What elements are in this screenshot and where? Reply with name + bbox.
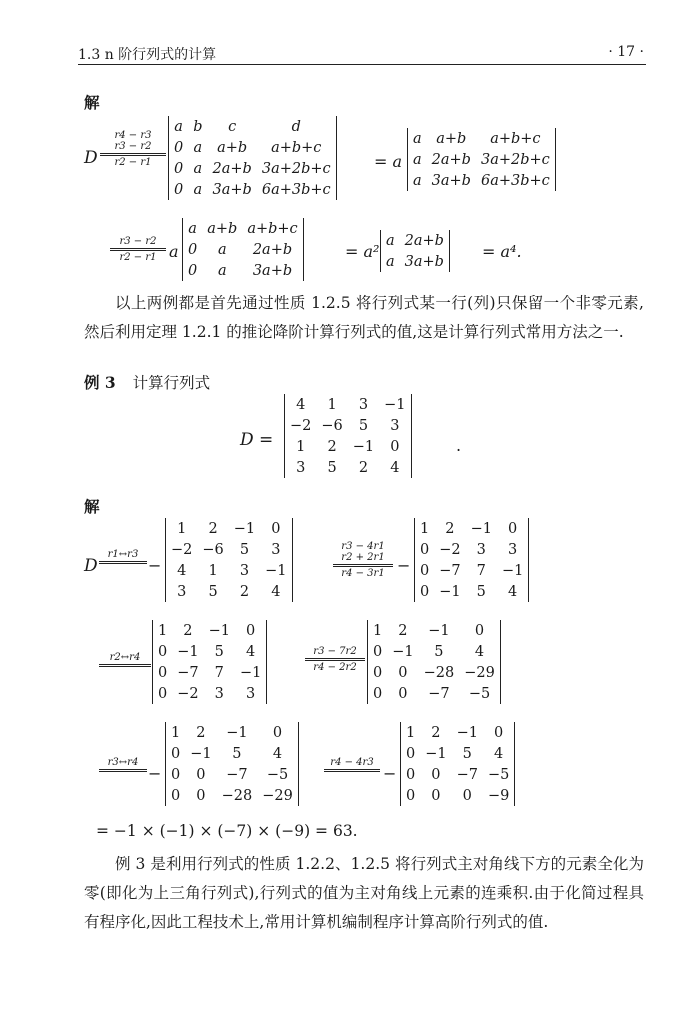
matrix-entry: 0 — [431, 766, 441, 783]
matrix-entry: 0 — [373, 664, 383, 681]
matrix-entry: 5 — [232, 745, 242, 762]
matrix-entry: 0 — [420, 541, 430, 558]
matrix-entry: a+b — [436, 130, 467, 147]
matrix-entry: 4 — [508, 583, 518, 600]
matrix-entry: −28 — [423, 664, 455, 681]
matrix-entry: −7 — [456, 766, 478, 783]
matrix-entry: 0 — [188, 262, 198, 279]
matrix-entry: 3a+b — [431, 172, 471, 189]
matrix-entry: 0 — [158, 643, 168, 660]
matrix-entry: 2 — [196, 724, 206, 741]
matrix-entry: a — [217, 262, 227, 279]
matrix-entry: 0 — [174, 181, 184, 198]
matrix-entry: −29 — [262, 787, 293, 804]
matrix-entry: 0 — [474, 622, 485, 639]
determinant — [165, 722, 299, 806]
matrix-entry: 4 — [474, 643, 485, 660]
matrix-entry: 2 — [239, 583, 250, 600]
matrix-entry: 5 — [434, 643, 444, 660]
matrix-entry: 4 — [177, 562, 187, 579]
matrix-entry: 0 — [174, 139, 184, 156]
op-label: r4 − 4r3 — [330, 757, 374, 768]
matrix-entry: −1 — [190, 745, 212, 762]
matrix-entry: 6a+3b+c — [480, 172, 550, 189]
op-label: r4 − r3 — [114, 130, 152, 141]
matrix-entry: 0 — [431, 787, 441, 804]
matrix-entry: a — [193, 139, 203, 156]
matrix-entry: 3 — [476, 541, 486, 558]
op-label: r3 − 4r1 — [341, 541, 385, 552]
minus-sign: − — [148, 764, 162, 783]
matrix-entry: 0 — [373, 685, 383, 702]
matrix-entry: d — [291, 118, 301, 135]
determinant — [152, 620, 267, 704]
matrix-entry: −1 — [384, 396, 406, 413]
matrix-entry: 3 — [271, 541, 281, 558]
matrix-entry: 0 — [390, 438, 400, 455]
row-op — [99, 757, 147, 773]
determinant — [414, 518, 529, 602]
matrix-entry: 1 — [177, 520, 187, 537]
result: = a⁴. — [482, 242, 522, 261]
matrix-entry: −7 — [226, 766, 248, 783]
matrix-entry: 0 — [272, 724, 283, 741]
determinant — [168, 116, 337, 200]
matrix-entry: 1 — [327, 396, 337, 413]
op-label: r2 + 2r1 — [341, 552, 385, 563]
det-symbol: D — [84, 148, 98, 168]
matrix-entry: 0 — [246, 622, 256, 639]
matrix-entry: 3a+b — [212, 181, 252, 198]
minus-sign: − — [383, 764, 397, 783]
matrix-entry: 1 — [171, 724, 181, 741]
matrix-entry: 3 — [296, 459, 306, 476]
matrix-entry: 3a+b — [252, 262, 293, 279]
matrix-entry: 1 — [406, 724, 416, 741]
matrix-entry: −1 — [208, 622, 230, 639]
matrix-entry: −1 — [265, 562, 287, 579]
op-label: r3 − r2 — [119, 236, 157, 247]
op-label: r4 − 3r1 — [341, 568, 385, 579]
row-ops — [333, 541, 393, 579]
op-label: r2 − r1 — [114, 157, 152, 168]
matrix-entry: −5 — [468, 685, 491, 702]
matrix-entry: a — [386, 232, 395, 249]
matrix-entry: 0 — [171, 766, 181, 783]
matrix-entry: a — [386, 253, 395, 270]
matrix-entry: 3a+b — [404, 253, 444, 270]
matrix-entry: 0 — [420, 562, 430, 579]
matrix-entry: 3a+2b+c — [480, 151, 550, 168]
matrix-entry: 5 — [239, 541, 250, 558]
matrix-entry: 0 — [406, 745, 416, 762]
matrix-entry: 0 — [420, 583, 430, 600]
matrix-entry: 5 — [214, 643, 224, 660]
matrix-entry: a+b — [207, 220, 238, 237]
matrix-entry: 2a+b — [404, 232, 444, 249]
matrix-entry: 7 — [476, 562, 486, 579]
coefficient: = a² — [345, 242, 380, 261]
matrix-entry: a — [193, 181, 203, 198]
matrix-entry: 0 — [398, 664, 408, 681]
section-title: 1.3 n 阶行列式的计算 — [78, 47, 217, 63]
matrix-entry: 3 — [214, 685, 224, 702]
matrix-entry: −1 — [501, 562, 524, 579]
matrix-entry: 0 — [196, 787, 206, 804]
matrix-entry: 2a+b — [212, 160, 252, 177]
matrix-entry: 0 — [373, 643, 383, 660]
matrix-entry: −1 — [425, 745, 447, 762]
matrix-entry: −5 — [266, 766, 289, 783]
matrix-entry: −1 — [239, 664, 262, 681]
matrix-entry: a+b+c — [247, 220, 298, 237]
matrix-entry: 3 — [239, 562, 250, 579]
matrix-entry: 3a+2b+c — [261, 160, 331, 177]
matrix-entry: 2 — [358, 459, 369, 476]
matrix-entry: −7 — [177, 664, 199, 681]
solution-label: 解 — [84, 497, 100, 516]
matrix-entry: −1 — [177, 643, 199, 660]
matrix-entry: c — [228, 118, 237, 135]
matrix-entry: −2 — [171, 541, 193, 558]
matrix-entry: 3 — [508, 541, 518, 558]
matrix-entry: 1 — [420, 520, 430, 537]
determinant — [182, 218, 304, 281]
coefficient: a — [169, 242, 179, 261]
op-label: r3↔r4 — [107, 757, 139, 768]
matrix-entry: a — [413, 130, 422, 147]
matrix-entry: −1 — [470, 520, 492, 537]
minus-sign: − — [397, 556, 411, 575]
matrix-entry: a+b+c — [271, 139, 322, 156]
matrix-entry: 2 — [183, 622, 193, 639]
matrix-entry: −1 — [226, 724, 248, 741]
matrix-entry: 5 — [358, 417, 369, 434]
matrix-entry: 4 — [390, 459, 400, 476]
example-text: 计算行列式 — [132, 374, 211, 392]
matrix-entry: −29 — [464, 664, 495, 681]
matrix-entry: 1 — [296, 438, 306, 455]
matrix-entry: 1 — [373, 622, 383, 639]
matrix-entry: 5 — [208, 583, 218, 600]
row-ops-1 — [100, 130, 166, 168]
matrix-entry: 0 — [406, 787, 416, 804]
determinant — [380, 230, 450, 272]
example-heading — [84, 370, 210, 396]
matrix-entry: 3 — [177, 583, 187, 600]
op-label: r2 − r1 — [119, 252, 157, 263]
matrix-entry: 0 — [406, 766, 416, 783]
matrix-entry: 1 — [208, 562, 218, 579]
matrix-entry: a — [413, 172, 422, 189]
matrix-entry: 5 — [476, 583, 486, 600]
matrix-entry: −1 — [392, 643, 414, 660]
matrix-entry: −1 — [352, 438, 375, 455]
matrix-entry: −1 — [428, 622, 450, 639]
matrix-entry: a — [193, 160, 203, 177]
matrix-entry: 0 — [196, 766, 206, 783]
running-header — [78, 42, 646, 65]
matrix-entry: −5 — [487, 766, 510, 783]
matrix-entry: 2 — [445, 520, 455, 537]
row-op — [99, 652, 151, 668]
matrix-entry: a — [174, 118, 183, 135]
determinant — [400, 722, 515, 806]
matrix-entry: −2 — [177, 685, 199, 702]
matrix-entry: 5 — [327, 459, 337, 476]
matrix-entry: −2 — [439, 541, 461, 558]
matrix-entry: 4 — [271, 583, 281, 600]
matrix-entry: −1 — [439, 583, 461, 600]
matrix-entry: 3 — [390, 417, 400, 434]
matrix-entry: 2 — [431, 724, 441, 741]
final-result: = −1 × (−1) × (−7) × (−9) = 63. — [96, 822, 358, 840]
matrix-entry: a — [413, 151, 422, 168]
matrix-entry: 7 — [214, 664, 224, 681]
row-op — [99, 549, 147, 565]
matrix-entry: 2a+b — [431, 151, 471, 168]
determinant — [165, 518, 293, 602]
paragraph: 以上两例都是首先通过性质 1.2.5 将行列式某一行(列)只保留一个非零元素,然后利用定理 1.2.1 的推论降阶计算行列式的值,这是计算行列式常用方法之一. — [84, 294, 644, 341]
matrix-entry: 2 — [327, 438, 337, 455]
matrix-entry: 2 — [398, 622, 408, 639]
determinant — [284, 394, 412, 478]
matrix-entry: 0 — [174, 160, 184, 177]
matrix-entry: a+b+c — [490, 130, 541, 147]
det-symbol: D — [84, 556, 98, 576]
matrix-entry: 0 — [171, 745, 181, 762]
matrix-entry: 0 — [462, 787, 472, 804]
matrix-entry: 0 — [158, 664, 168, 681]
matrix-entry: −1 — [456, 724, 478, 741]
op-label: r4 − 2r2 — [313, 662, 357, 673]
matrix-entry: 0 — [188, 241, 198, 258]
matrix-entry: 2a+b — [252, 241, 293, 258]
row-op — [324, 757, 380, 773]
minus-sign: − — [148, 556, 162, 575]
paragraph: 例 3 是利用行列式的性质 1.2.2、1.2.5 将行列式主对角线下方的元素全化为零(即化为上三角行列式),行列式的值为主对角线上元素的连乘积.由于化简过程具有程序化,因此工程技术上,常用计算机编制程序计算高阶行列式的值. — [84, 855, 644, 931]
row-ops — [305, 646, 365, 673]
matrix-entry: 0 — [508, 520, 518, 537]
matrix-entry: −1 — [233, 520, 256, 537]
op-label: r2↔r4 — [109, 652, 141, 663]
matrix-entry: 0 — [158, 685, 168, 702]
matrix-entry: −7 — [439, 562, 461, 579]
matrix-entry: 4 — [494, 745, 504, 762]
matrix-entry: 4 — [272, 745, 283, 762]
example-label: 例 3 — [84, 373, 116, 392]
op-label: r3 − r2 — [114, 141, 152, 152]
matrix-entry: 4 — [296, 396, 306, 413]
coefficient: = a — [374, 152, 403, 171]
period: . — [456, 436, 462, 455]
det-symbol: D = — [240, 430, 274, 450]
matrix-entry: 0 — [494, 724, 504, 741]
solution-label: 解 — [84, 93, 100, 112]
matrix-entry: −28 — [221, 787, 253, 804]
matrix-entry: 0 — [271, 520, 281, 537]
determinant — [367, 620, 501, 704]
determinant — [407, 128, 556, 191]
matrix-entry: 1 — [158, 622, 168, 639]
op-label: r1↔r3 — [107, 549, 139, 560]
matrix-entry: −9 — [487, 787, 510, 804]
matrix-entry: 5 — [462, 745, 472, 762]
matrix-entry: −2 — [290, 417, 312, 434]
matrix-entry: b — [193, 118, 203, 135]
matrix-entry: 0 — [171, 787, 181, 804]
matrix-entry: 4 — [246, 643, 256, 660]
op-label: r3 − 7r2 — [313, 646, 357, 657]
matrix-entry: 0 — [398, 685, 408, 702]
matrix-entry: a — [217, 241, 227, 258]
matrix-entry: a+b — [217, 139, 248, 156]
matrix-entry: 2 — [208, 520, 218, 537]
matrix-entry: −6 — [202, 541, 224, 558]
matrix-entry: 3 — [246, 685, 256, 702]
matrix-entry: −6 — [321, 417, 343, 434]
row-ops-2 — [110, 236, 166, 263]
matrix-entry: 6a+3b+c — [261, 181, 331, 198]
matrix-entry: −7 — [428, 685, 450, 702]
matrix-entry: a — [188, 220, 197, 237]
page-number: · 17 · — [608, 44, 644, 60]
matrix-entry: 3 — [358, 396, 369, 413]
